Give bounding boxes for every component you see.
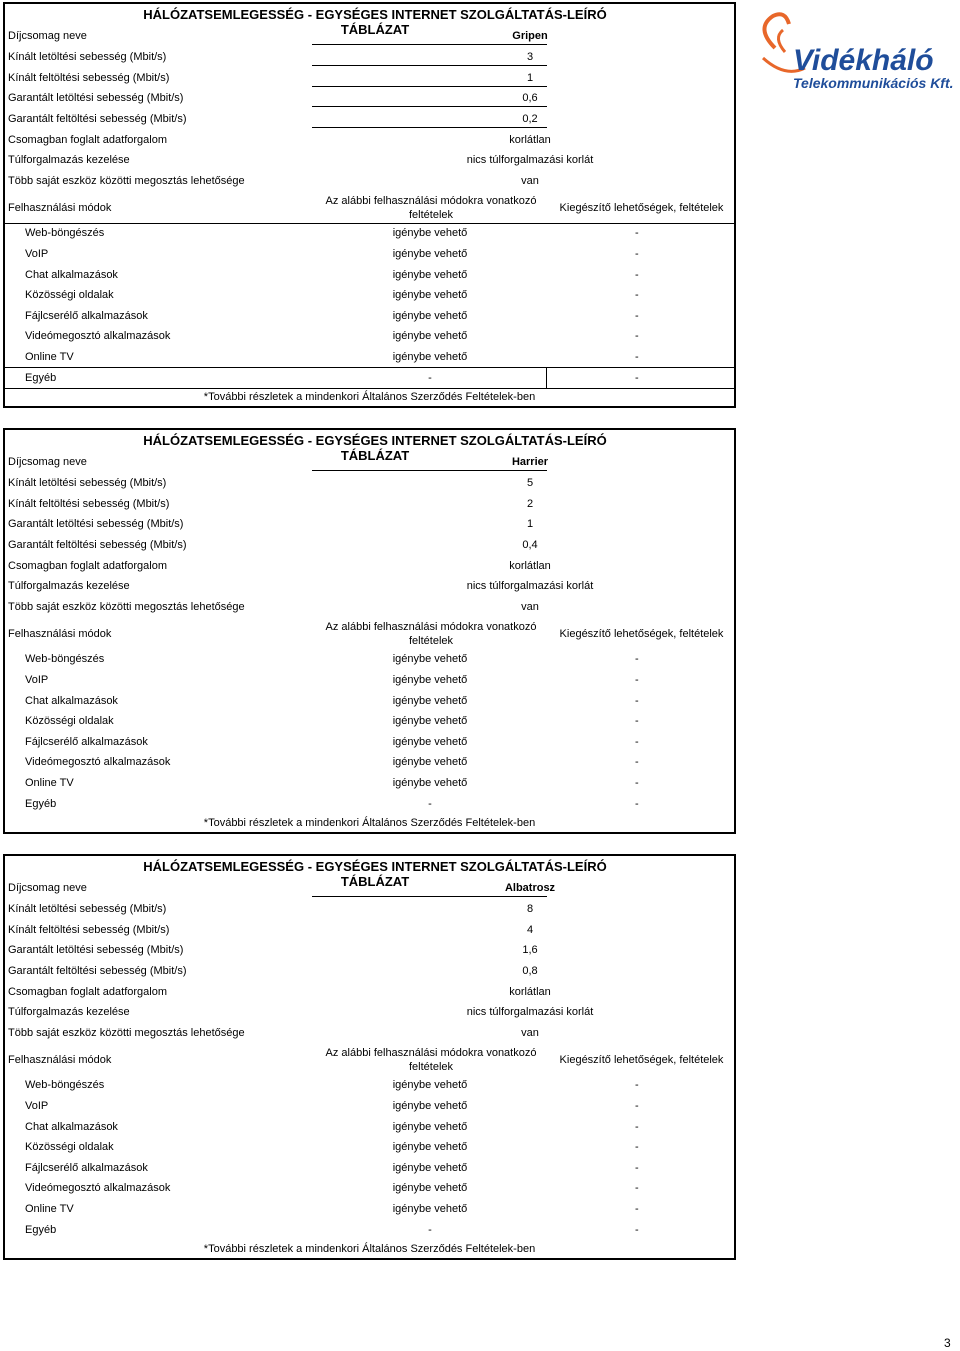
package-label: Díjcsomag neve: [8, 30, 87, 42]
service-table-1: HÁLÓZATSEMLEGESSÉG - EGYSÉGES INTERNET SZOLGÁLTATÁS-LEÍRÓ TÁBLÁZAT Díjcsomag neve Gripen Kínált letöltési sebesség (Mbit/s) 3 Kínált feltöltési sebesség (Mbit/s) 1 Garantált letöltési sebesség (Mbit/s) 0,6 Garantált feltöltési sebesség (Mbit/s) 0,2 Csomagban foglalt adatforgalom korlátlan Túlforgalmazás kezelése nics túlforgalmazási korlát Több saját eszköz közötti megosztás lehetősége van Felhasználási módok Az alábbi felhasználási módokra vonatkozó feltételek Kiegészítő lehetőségek, feltételek Web-böngészés igénybe vehető - VoIP igénybe vehető - Chat alkalmazások igénybe vehető - Közösségi oldalak igénybe vehető - Fájlcserélő alkalmazások igénybe vehető - Videómegosztó alkalmazások igénybe vehető - Online TV igénybe vehető - Egyéb - - *További részletek a mindenkori Általános Szerződés Feltételek-ben: [3, 2, 736, 408]
package-label: Díjcsomag neve: [8, 456, 87, 468]
footnote: *További részletek a mindenkori Általános Szerződés Feltételek-ben: [203, 817, 536, 829]
footnote: *További részletek a mindenkori Általános Szerződés Feltételek-ben: [203, 391, 536, 403]
package-name: Gripen: [512, 30, 548, 42]
footnote: *További részletek a mindenkori Általános Szerződés Feltételek-ben: [203, 1243, 536, 1255]
service-table-3: HÁLÓZATSEMLEGESSÉG - EGYSÉGES INTERNET SZOLGÁLTATÁS-LEÍRÓ TÁBLÁZAT Díjcsomag neve Albatrosz Kínált letöltési sebesség (Mbit/s) 8 Kínált feltöltési sebesség (Mbit/s) 4 Garantált letöltési sebesség (Mbit/s) 1,6 Garantált feltöltési sebesség (Mbit/s) 0,8 Csomagban foglalt adatforgalom korlátlan Túlforgalmazás kezelése nics túlforgalmazási korlát Több saját eszköz közötti megosztás lehetősége van Felhasználási módok Az alábbi felhasználási módokra vonatkozó feltételek Kiegészítő lehetőségek, feltételek Web-böngészés igénybe vehető - VoIP igénybe vehető - Chat alkalmazások igénybe vehető - Közösségi oldalak igénybe vehető - Fájlcserélő alkalmazások igénybe vehető - Videómegosztó alkalmazások igénybe vehető - Online TV igénybe vehető - Egyéb - - *További részletek a mindenkori Általános Szerződés Feltételek-ben: [3, 854, 736, 1260]
table-title: HÁLÓZATSEMLEGESSÉG - EGYSÉGES INTERNET SZOLGÁLTATÁS-LEÍRÓ TÁBLÁZAT: [143, 7, 607, 37]
table-title: HÁLÓZATSEMLEGESSÉG - EGYSÉGES INTERNET SZOLGÁLTATÁS-LEÍRÓ TÁBLÁZAT: [143, 433, 607, 463]
page-number: 3: [944, 1336, 951, 1350]
package-name: Albatrosz: [504, 882, 556, 894]
company-logo: [755, 8, 955, 93]
package-label: Díjcsomag neve: [8, 882, 87, 894]
svg-text:Vidékháló: Vidékháló: [793, 44, 934, 77]
svg-text:Telekommunikációs Kft.: Telekommunikációs Kft.: [793, 75, 954, 91]
package-name: Harrier: [511, 456, 549, 468]
table-title: HÁLÓZATSEMLEGESSÉG - EGYSÉGES INTERNET SZOLGÁLTATÁS-LEÍRÓ TÁBLÁZAT: [143, 859, 607, 889]
service-table-2: HÁLÓZATSEMLEGESSÉG - EGYSÉGES INTERNET SZOLGÁLTATÁS-LEÍRÓ TÁBLÁZAT Díjcsomag neve Harrier Kínált letöltési sebesség (Mbit/s) 5 Kínált feltöltési sebesség (Mbit/s) 2 Garantált letöltési sebesség (Mbit/s) 1 Garantált feltöltési sebesség (Mbit/s) 0,4 Csomagban foglalt adatforgalom korlátlan Túlforgalmazás kezelése nics túlforgalmazási korlát Több saját eszköz közötti megosztás lehetősége van Felhasználási módok Az alábbi felhasználási módokra vonatkozó feltételek Kiegészítő lehetőségek, feltételek Web-böngészés igénybe vehető - VoIP igénybe vehető - Chat alkalmazások igénybe vehető - Közösségi oldalak igénybe vehető - Fájlcserélő alkalmazások igénybe vehető - Videómegosztó alkalmazások igénybe vehető - Online TV igénybe vehető - Egyéb - - *További részletek a mindenkori Általános Szerződés Feltételek-ben: [3, 428, 736, 834]
